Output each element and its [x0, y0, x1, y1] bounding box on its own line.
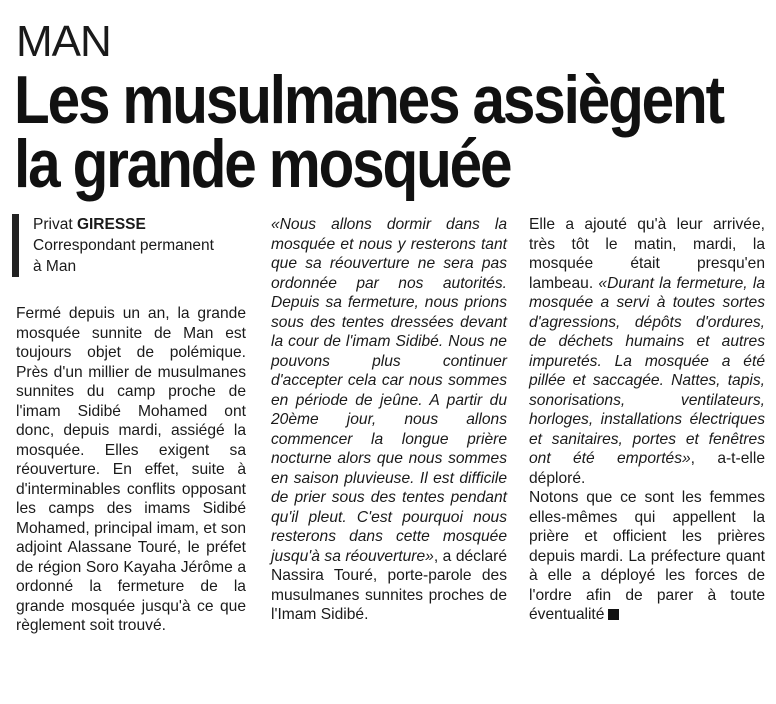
byline-first-name: Privat [33, 216, 73, 233]
column3-attribution: , a-t-elle déploré. [529, 450, 765, 487]
column1-paragraph: Fermé depuis un an, la grande mosquée sunnite de Man est toujours objet de polémique. Près d'un millier de musulmanes sunnites du camp proche de l'imam Sidibé Mohamed ont donc, depuis mardi, assiégé la mosquée. Elles exigent sa réouverture. En effet, suite à d'interminables conflits opposant les camps des imams Sidibé Mohamed, principal imam, et son adjoint Alassane Touré, le préfet de région Soro Kayaha Jérôme a ordonné la fermeture de la grande mosquée jusqu'à ce que règlement soit trouvé. [16, 305, 246, 634]
article-column-1 [16, 304, 246, 636]
column2-quote: «Nous allons dormir dans la mosquée et nous y resterons tant que sa réouverture ne sera pas ordonnée par nos autorités. Depuis sa fermeture, nous prions sous des tentes dressées devant la cour de l'imam Sidibé. Nous ne pouvons plus continuer d'accepter cela car nous sommes en période de jeûne. A partir du 20ème jour, nous allons commencer la longue prière nocturne alors que nous sommes en saison pluvieuse. Il est difficile de prier sous des tentes pendant qu'il pleut. C'est pourquoi nous resterons dans cette mosquée jusqu'à sa réouverture» [271, 216, 507, 565]
column3-quote: «Durant la fermeture, la mosquée a servi à toutes sortes d'agressions, dépôts d'ordures, de déchets humains et autres impuretés. La mosquée a été pillée et saccagée. Nattes, tapis, sonorisations, ventilateurs, horloges, installations électriques et sanitaires, portes et fenêtres ont été emportés» [529, 274, 766, 467]
byline-last-name: GIRESSE [76, 216, 146, 233]
byline-role: Correspondant permanent [33, 237, 214, 254]
section-kicker: MAN [16, 17, 111, 66]
article-column-2 [271, 215, 507, 625]
byline-author [33, 214, 277, 235]
headline-line-1: Les musulmanes assiègent [14, 62, 723, 138]
column3-closing: Notons que ce sont les femmes elles-mêmes qui appellent la prière et officient les prières depuis mardi. La préfecture quant à elle a déployé les forces de l'ordre afin de parer à toute éventualité [529, 489, 765, 623]
column2-paragraph [271, 215, 507, 625]
column2-attribution: , a déclaré Nassira Touré, porte-parole des musulmanes sunnites proches de l'Imam Sidibé. [271, 547, 507, 623]
headline-line-2: la grande mosquée [14, 126, 511, 202]
column3-closing-paragraph [529, 488, 765, 625]
byline-location: à Man [33, 258, 77, 275]
column3-intro: Elle a ajouté qu'à leur arrivée, très tôt le matin, mardi, la mosquée était presqu'en lambeau. [529, 216, 765, 292]
article-column-3 [529, 215, 765, 625]
headline [14, 62, 723, 202]
byline [12, 214, 277, 277]
end-of-article-icon [608, 609, 619, 620]
column3-paragraph [529, 215, 765, 488]
